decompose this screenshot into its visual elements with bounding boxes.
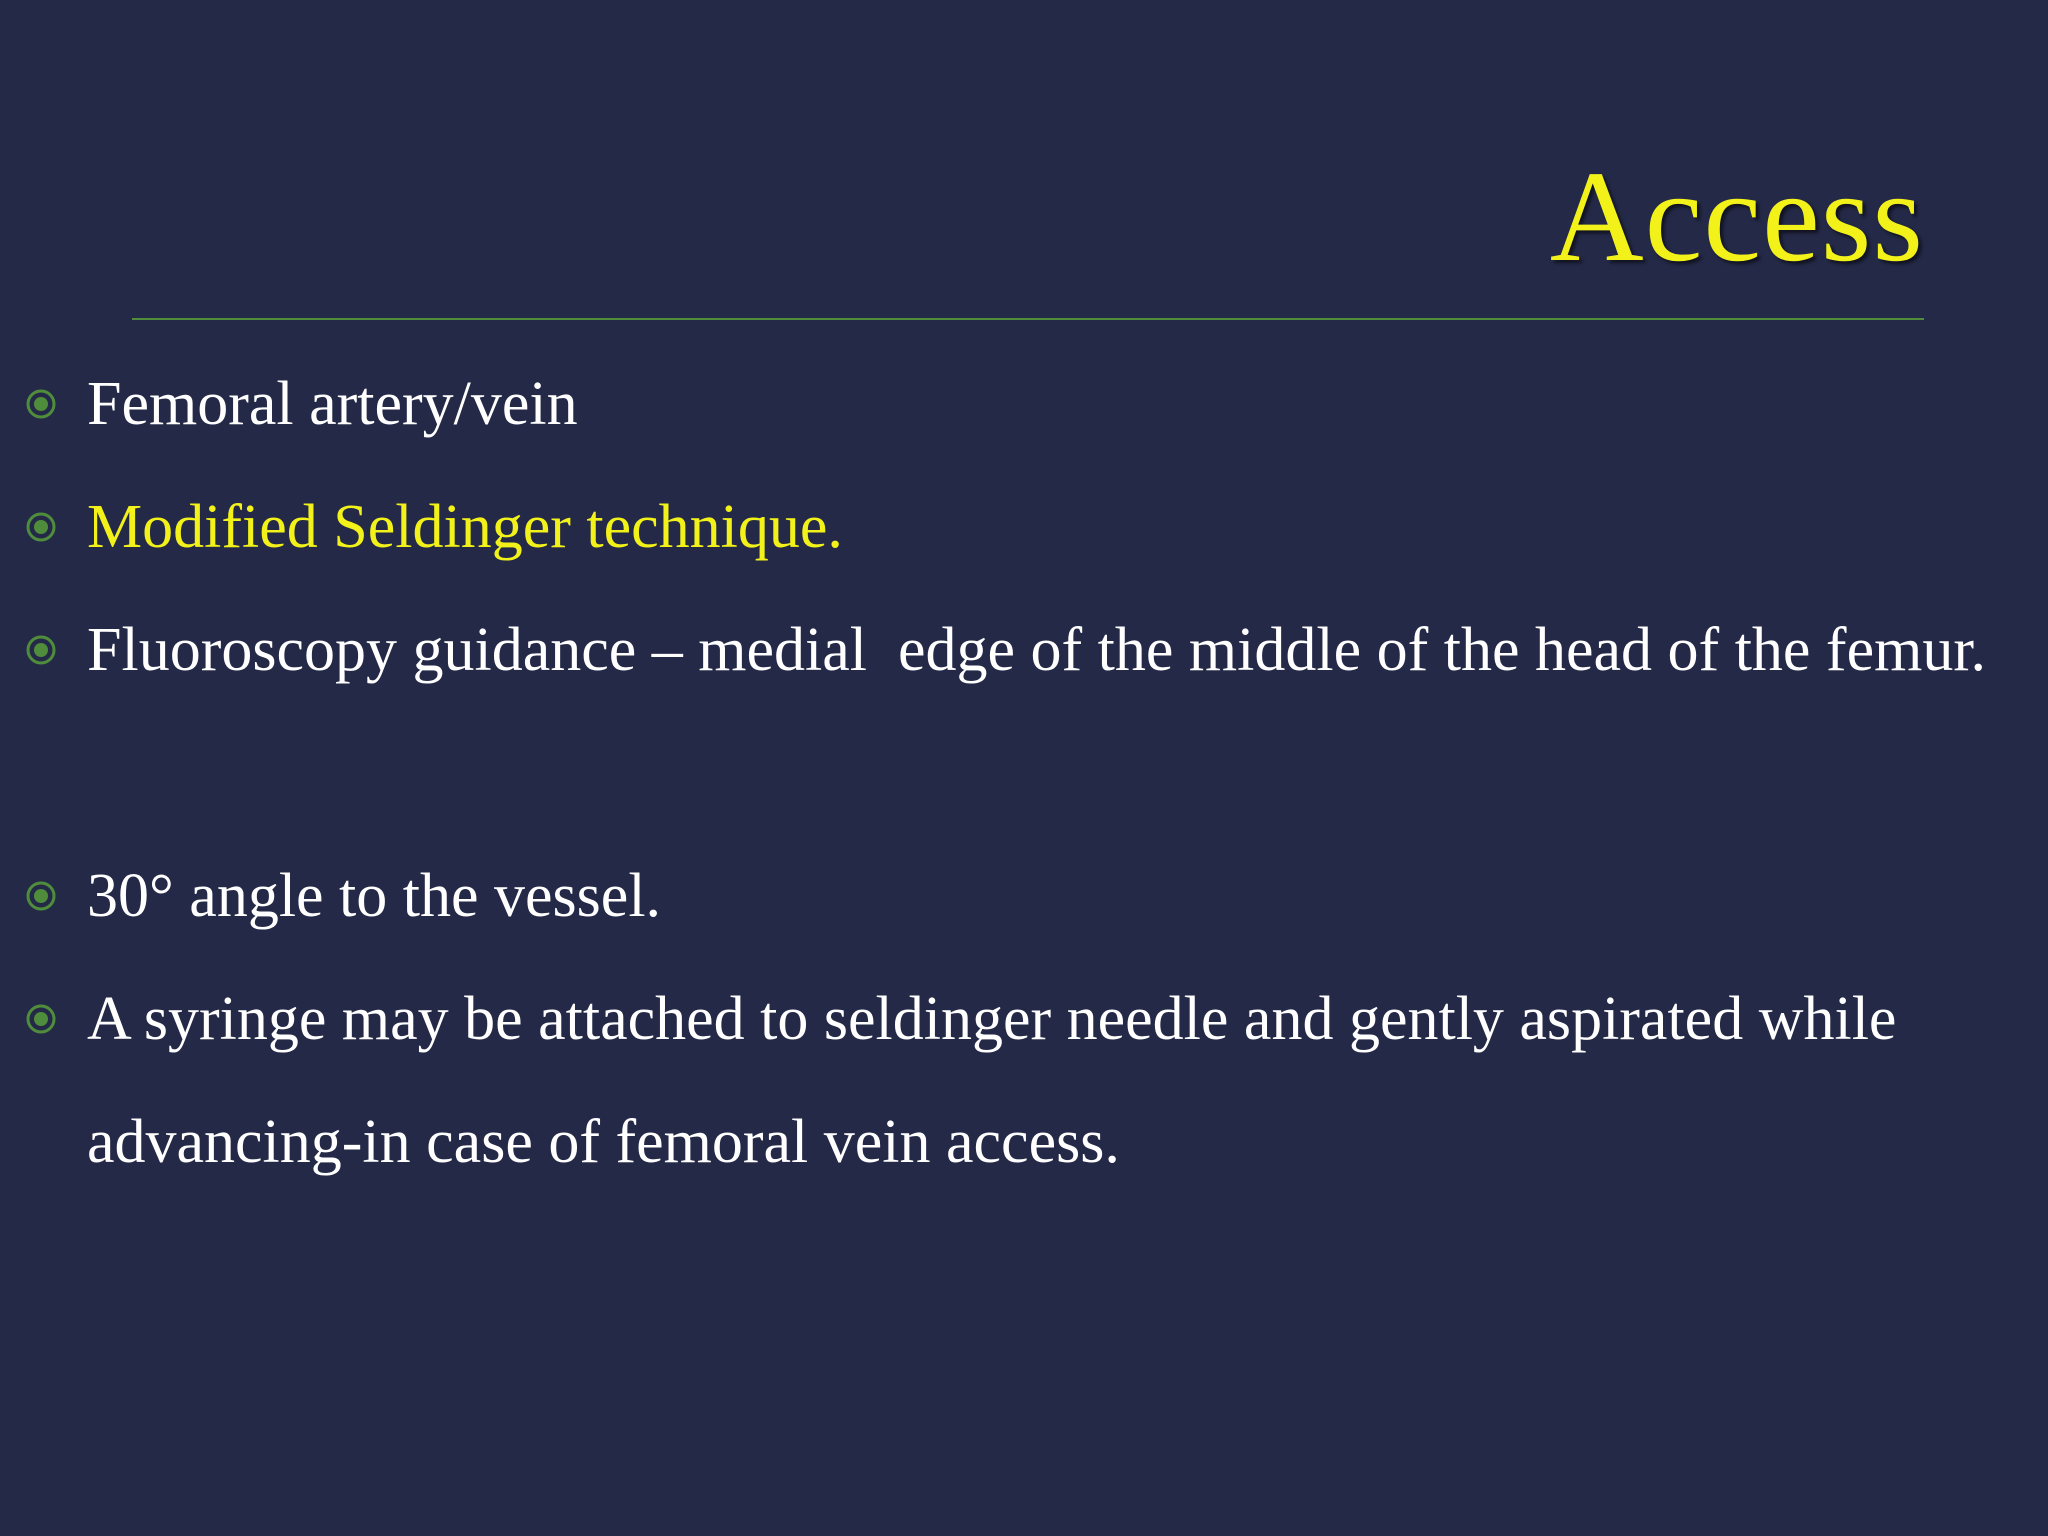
bullet-circle-icon — [24, 633, 58, 667]
bullet-circle-icon — [24, 1002, 58, 1036]
bullet-item-highlight — [24, 466, 2020, 589]
bullet-text: Femoral artery/vein — [87, 370, 578, 438]
bullet-circle-icon — [24, 510, 58, 544]
bullet-item — [24, 343, 2020, 466]
slide-title: Access — [1549, 145, 1924, 289]
bullet-circle-icon — [24, 879, 58, 913]
bullet-text: Fluoroscopy guidance – medial edge of the middle of the head of the femur. — [87, 616, 1987, 684]
bullet-item — [24, 589, 2020, 712]
bullet-item — [24, 958, 2020, 1204]
bullet-text: 30° angle to the vessel. — [87, 862, 662, 930]
bullet-text: A syringe may be attached to seldinger needle and gently aspirated while advancing-in case of femoral vein access. — [87, 985, 1912, 1176]
title-divider — [132, 318, 1924, 320]
bullet-circle-icon — [24, 387, 58, 421]
bullet-item — [24, 835, 2020, 958]
bullet-text: Modified Seldinger technique. — [87, 493, 843, 561]
